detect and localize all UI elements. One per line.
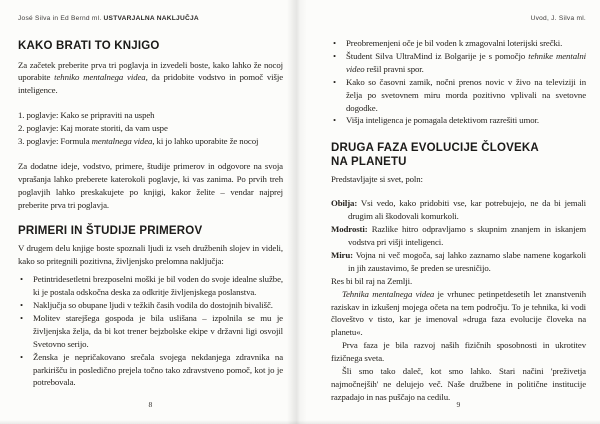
heading-primeri-in-studije: PRIMERI IN ŠTUDIJE PRIMEROV — [18, 224, 203, 237]
paragraph-reading-note: Za dodatne ideje, vodstvo, primere, študije primerov in odgovore na svoja vprašanja lahko preberete katerokoli poglavje, ki vas zanima. Po prvih treh poglavjih lahko preskakujete po knjigi, kakor želite – vendar najprej preberite prva tri poglavja. — [18, 161, 283, 210]
text-run: Za začetek preberite prva tri poglavja in izvedeli boste, kako lahko že nocoj uporabite — [18, 59, 283, 83]
definition-modrosti — [331, 223, 586, 249]
bullet-item-lottery: • Preobremenjeni oče je bil voden k zmagovalni loterijski srečki. — [331, 37, 586, 50]
spacer — [331, 186, 586, 197]
chapter-list — [18, 109, 283, 148]
definition-text: Vsi vedo, kako pridobiti vse, kar potrebujejo, ne da bi jemali drugim ali škodovali komurkoli. — [348, 198, 586, 222]
bullet-item-legal-dispute — [331, 50, 586, 76]
italic-term-tehnika-mentalnega-videa: Tehnika mentalnega videa — [342, 288, 435, 299]
italic-term-tehniko-mentalnega-videa: tehniko mentalnega videa — [54, 72, 146, 83]
heading-kako-brati-to-knjigo: KAKO BRATI TO KNJIGO — [18, 40, 160, 52]
bullet-item-ideal-job: • Petintridesetletni brezposelni moški je bil voden do svoje idealne službe, ki je postala odskočna deska za odkritje življenjskega poslanstva. — [18, 273, 283, 299]
spacer — [331, 127, 586, 142]
chapter-item-1: 1. poglavje: Kako se pripraviti na uspeh — [18, 110, 155, 121]
heading-line-2: NA PLANETU — [331, 155, 407, 168]
running-head-book-title: USTVARJALNA NAKLJUČJA — [103, 15, 199, 22]
text-run: je vrhunec petinpetdesetih let znanstvenih raziskav in izkušenj mojega očeta na tem področju. To je tehnika, ki vodi človeštvo v tisto, kar je imenoval »druga faza evolucije človeka na planetu«. — [331, 288, 587, 338]
page-number-right: 9 — [456, 400, 461, 409]
paragraph-technique — [331, 288, 586, 340]
paragraph-first-phase: Prva faza je bila razvoj naših fizičnih sposobnosti in ukrotitev fizičnega sveta. — [331, 340, 586, 364]
bullet-item-prayer: • Molitev starejšega gospoda je bila uslišana – izpolnila se mu je življenjska želja, da bi kot trener bejzbolske ekipe v državni ligi osvojil Svetovno serijo. — [18, 312, 283, 351]
bullet-item-doctor: • Ženska je nepričakovano srečala svojega nekdanjega zdravnika na parkirišču in posledično prejela točno tako zdravstveno pomoč, kot jo je potrebovala. — [18, 351, 283, 390]
text-run: Študent Silva UltraMind iz Bolgarije je s pomočjo — [346, 50, 529, 61]
definition-text: Razlike hitro odpravljamo s skupnim znanjem in iskanjem vodstva pri višji inteligenci. — [348, 224, 586, 247]
running-head-left — [18, 15, 283, 24]
paragraph-paradise: Res bi bil raj na Zemlji. — [331, 275, 413, 286]
text-run: 3. poglavje: Formula — [18, 136, 92, 147]
chapter-item-2: 2. poglavje: Kaj morate storiti, da vam uspe — [18, 123, 168, 134]
page-number-left: 8 — [148, 400, 153, 409]
paragraph-old-ways: Šli smo tako daleč, kot smo lahko. Stari načini 'preživetja najmočnejših' ne delujejo več. Naše družbene in politične institucije razpadajo in nas puščajo na cedilu. — [331, 366, 586, 402]
italic-term-tehnike-mentalni-video: tehnike mentalni video — [346, 50, 586, 74]
running-head-right: Uvod, J. Silva ml. — [530, 15, 586, 22]
intro-bullet-list — [331, 37, 586, 127]
definition-list — [331, 197, 586, 274]
chapter-item-3 — [18, 135, 283, 148]
paragraph-examples-intro: V drugem delu knjige boste spoznali ljudi iz vseh družbenih slojev in videli, kako so pritegnili pozitivna, življenjsko prelomna naključja: — [18, 243, 283, 267]
text-run: rešil pravni spor. — [364, 63, 424, 74]
italic-term-mentalnega-videa: mentalnega videa — [91, 136, 153, 147]
bullet-item-murder-case: • Višja inteligenca je pomagala detektivom razrešiti umor. — [331, 114, 586, 127]
text-run: , ki jo lahko uporabite že nocoj — [152, 136, 259, 147]
text-run: , da pridobite vodstvo in pomoč višje inteligence. — [18, 72, 284, 96]
definition-term: Modrosti: — [331, 224, 368, 235]
definition-term: Miru: — [331, 249, 353, 260]
definition-obilja — [331, 197, 586, 223]
examples-bullet-list — [18, 273, 283, 389]
heading-line-1: DRUGA FAZA EVOLUCIJE ČLOVEKA — [331, 142, 539, 155]
bullet-item-housing: • Naključja so obupane ljudi v težkih časih vodila do dostojnih bivališč. — [18, 299, 283, 312]
paragraph-how-to-read-intro — [18, 59, 283, 98]
definition-text: Vojna ni več mogoča, saj lahko zaznamo slabe namene kogarkoli in jih zaustavimo, še preden se uresničijo. — [348, 249, 586, 273]
heading-druga-faza-evolucije — [331, 142, 586, 169]
paragraph-imagine-world: Predstavljajte si svet, poln: — [331, 174, 423, 185]
running-head-authors: José Silva in Ed Bernd ml. — [18, 15, 104, 22]
right-page — [300, 0, 600, 424]
definition-miru — [331, 249, 586, 275]
definition-term: Obilja: — [331, 198, 358, 209]
bullet-item-world-events: • Kako so časovni zamik, nočni prenos novic v živo na televiziji in želja po svetovnem miru morda pozitivno vplivali na svetovne dogodke. — [331, 76, 586, 115]
